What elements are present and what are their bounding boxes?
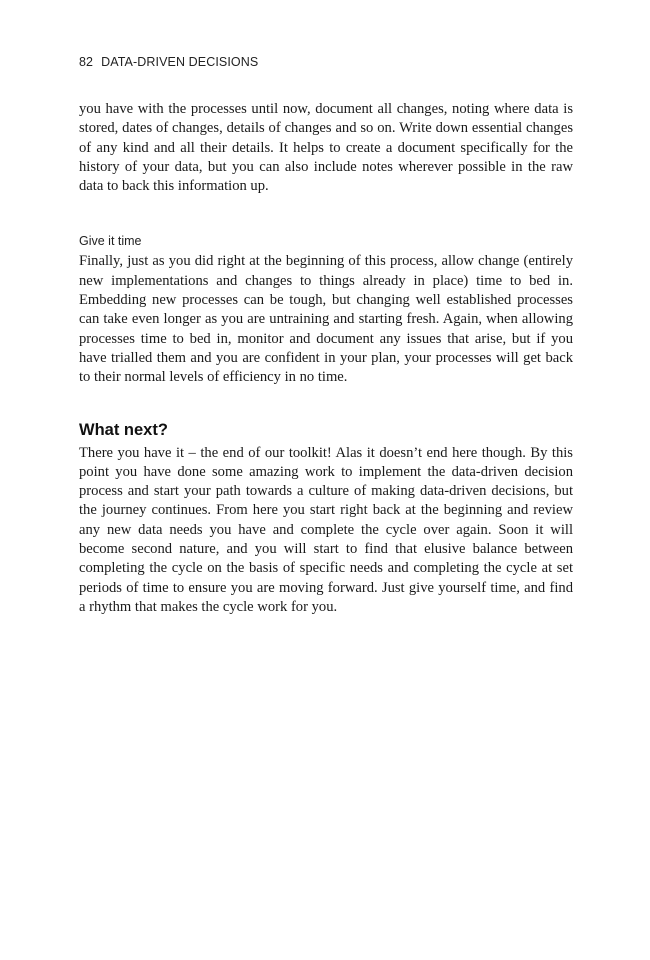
what-next-paragraph: There you have it – the end of our toolkit! Alas it doesn’t end here though. By this point you have done some amazing work to implement the data-driven decision process and start your path towards a culture of making data-driven decisions, but the journey continues. From here you start right back at the beginning and review any new data needs you have and complete the cycle over again. Soon it will become second nature, and you will start to find that elusive balance between completing the cycle on the basis of specific needs and completing the cycle at set periods of time to ensure you are moving forward. Just give yourself time, and find a rhythm that makes the cycle work for you.	[79, 444, 573, 615]
subheading-give-it-time: Give it time	[79, 234, 142, 249]
page-number: 82	[79, 55, 94, 69]
section-heading-what-next: What next?	[79, 420, 168, 439]
page-body	[79, 100, 573, 617]
running-title: DATA-DRIVEN DECISIONS	[101, 55, 259, 69]
running-header	[79, 55, 258, 69]
intro-paragraph: you have with the processes until now, document all changes, noting where data is stored, dates of changes, details of changes and so on. Write down essential changes of any kind and all their details. It helps to create a document specifically for the history of your data, but you can also include notes wherever possible in the raw data to back this information up.	[79, 101, 573, 195]
give-it-time-paragraph: Finally, just as you did right at the beginning of this process, allow change (entirely new implementations and changes to things already in place) time to bed in. Embedding new processes can be tough, but changing well established processes can take even longer as you are untraining and starting fresh. Again, when allowing processes time to bed in, monitor and document any issues that arise, but if you have trialled them and you are confident in your plan, your processes will get back to their normal levels of efficiency in no time.	[79, 253, 573, 386]
